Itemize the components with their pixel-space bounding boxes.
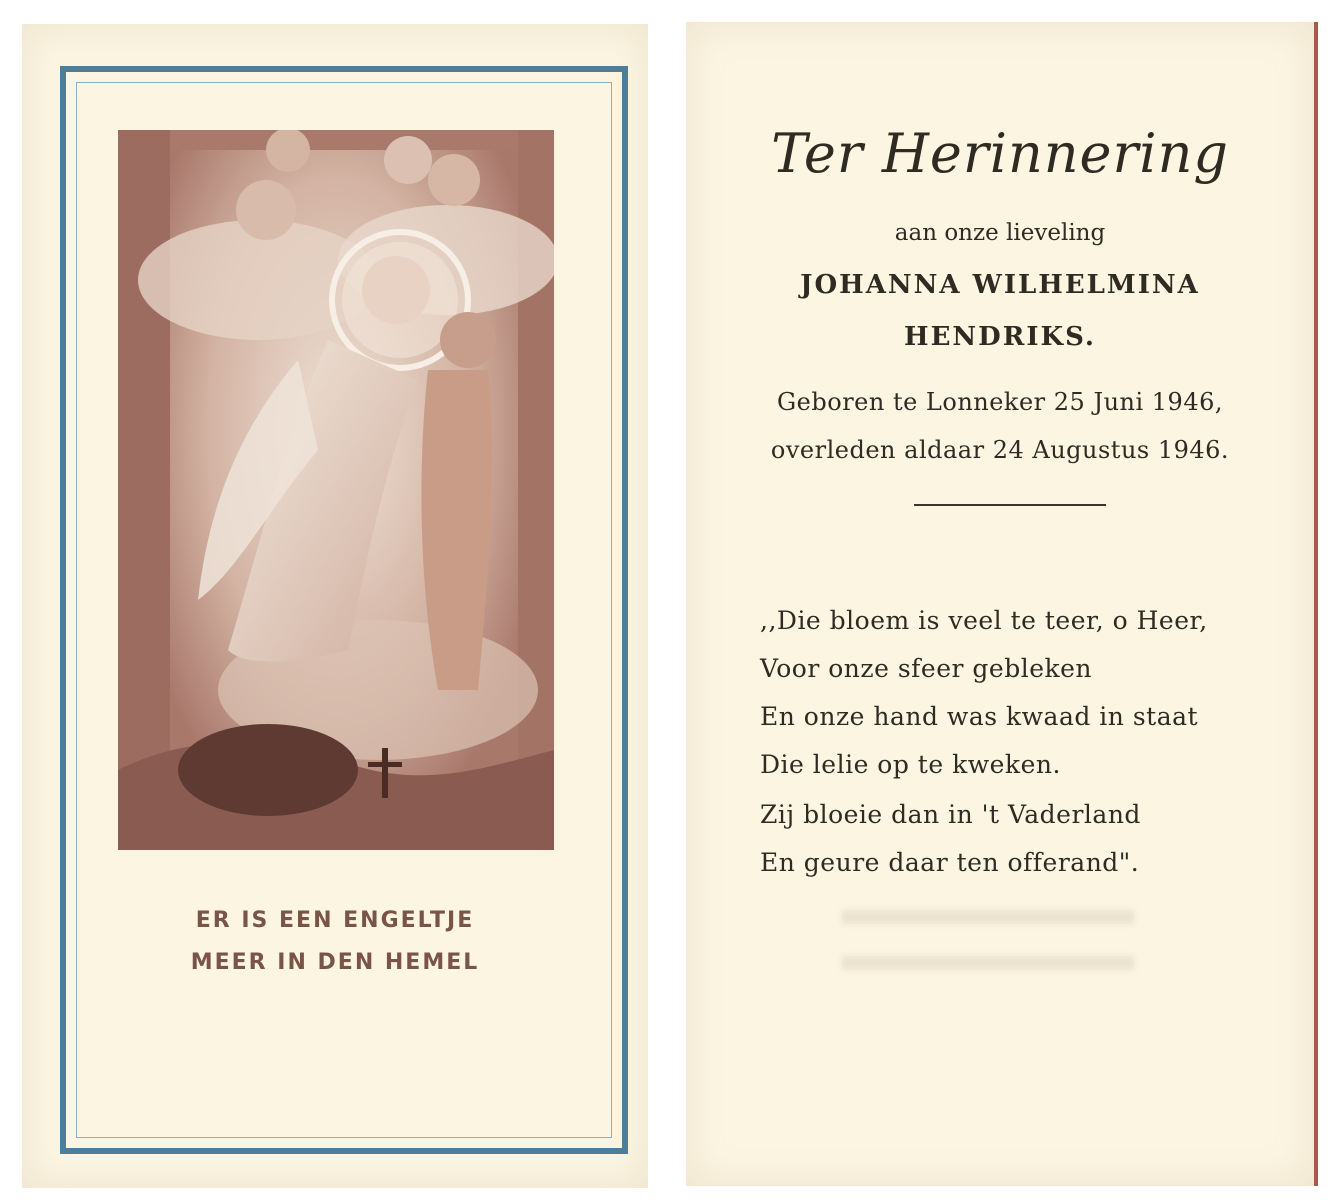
poem-line: Zij bloeie dan in 't Vaderland [760,800,1141,829]
faded-print-smudge [842,910,1134,924]
card-subtitle: aan onze lieveling [894,220,1106,246]
poem-line: ,,Die bloem is veel te teer, o Heer, [760,606,1208,635]
birth-line: Geboren te Lonneker 25 Juni 1946, [777,388,1223,416]
angel-illustration [118,130,554,850]
caption-line-2: MEER IN DEN HEMEL [190,950,480,975]
card-title: Ter Herinnering [771,122,1229,185]
left-card [22,24,648,1188]
faded-print-smudge [842,956,1134,970]
deceased-name-line-2: HENDRIKS. [904,322,1096,352]
poem-line: En onze hand was kwaad in staat [760,702,1199,731]
death-line: overleden aldaar 24 Augustus 1946. [770,436,1230,464]
poem-line: Voor onze sfeer gebleken [760,654,1093,683]
right-card [686,22,1318,1186]
deceased-name-line-1: JOHANNA WILHELMINA [800,270,1200,300]
angel-illustration-art [118,130,554,850]
poem-line: Die lelie op te kweken. [760,750,1061,779]
caption-line-1: ER IS EEN ENGELTJE [195,908,475,933]
divider-rule [914,504,1106,506]
poem-line: En geure daar ten offerand". [760,848,1140,877]
